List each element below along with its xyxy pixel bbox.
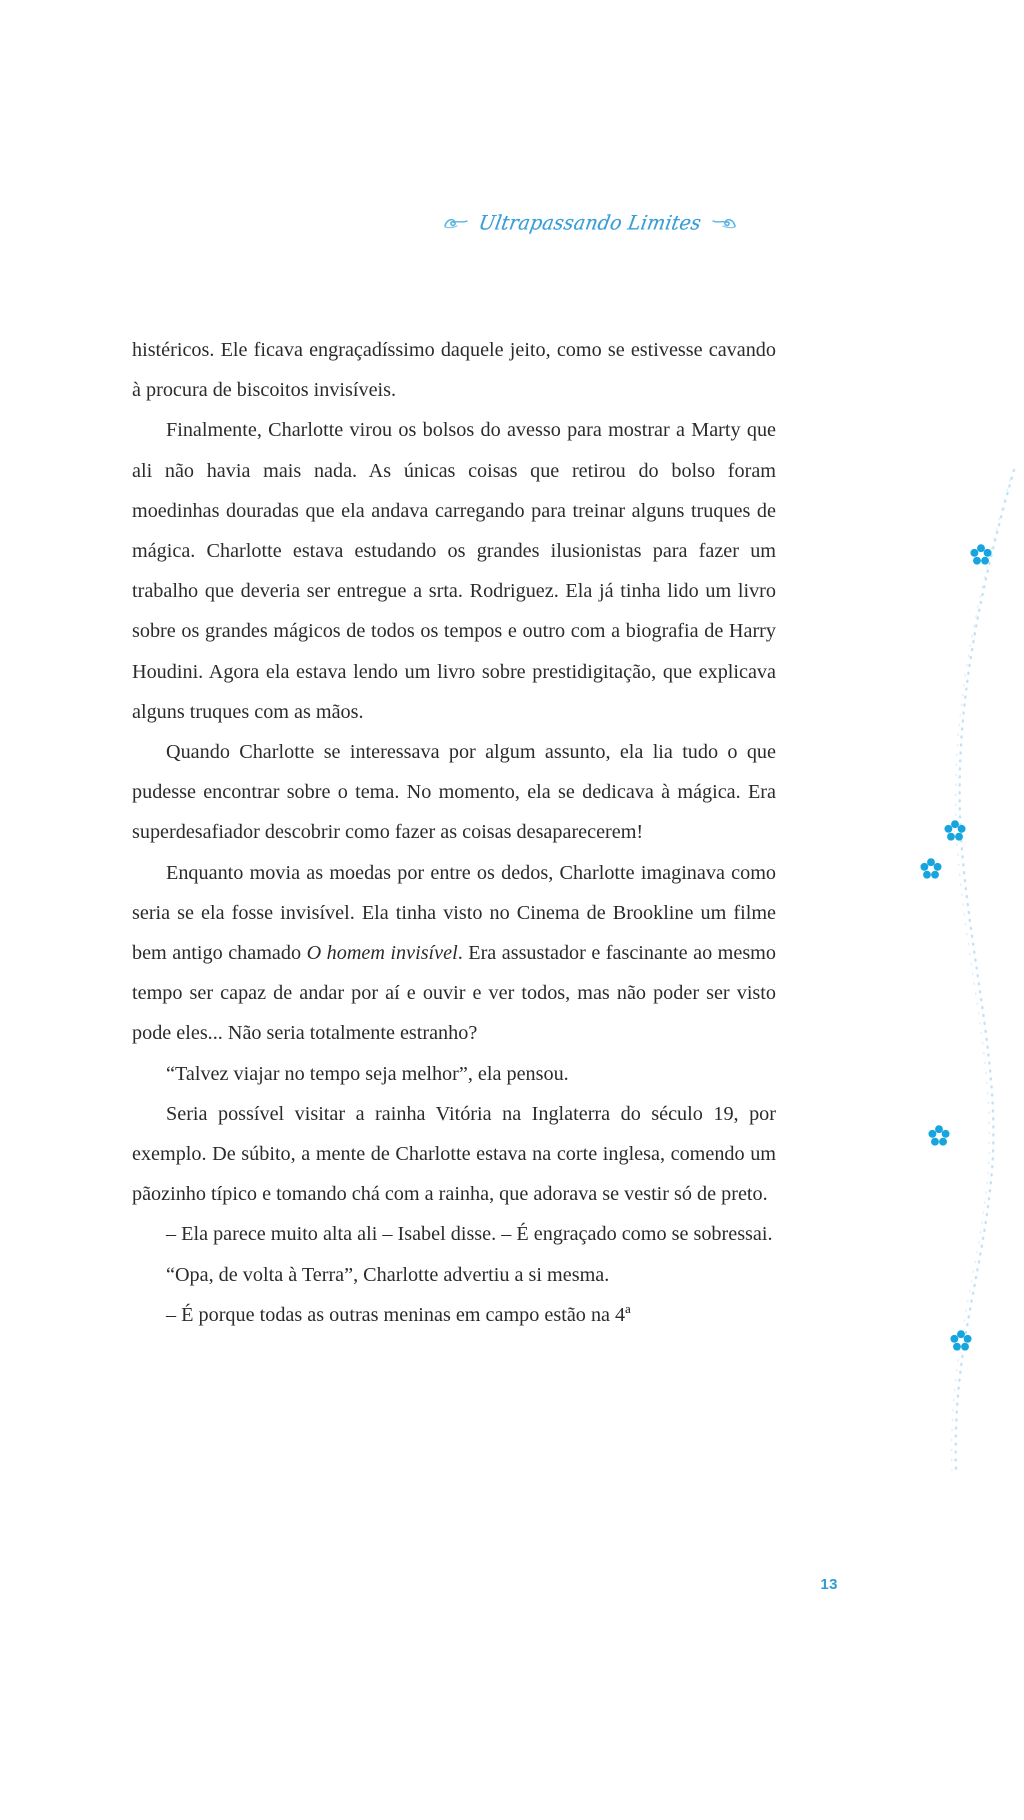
book-title-italic: O homem invisível	[306, 942, 458, 965]
flower-icon-4	[928, 1125, 950, 1147]
paragraph-3: Quando Charlotte se interessava por algum assunto, ela lia tudo o que pudesse encontrar sobre o tema. No momento, ela se dedicava à mágica. Era superdesafiador descobrir como fazer as coisas desaparecerem!	[132, 741, 776, 844]
dotted-vine-icon	[824, 470, 1024, 1470]
page-number: 13	[820, 1576, 838, 1593]
swirl-flourish-icon-right	[711, 215, 737, 231]
paragraph-6: Seria possível visitar a rainha Vitória na Inglaterra do século 19, por exemplo. De súbito, a mente de Charlotte estava na corte inglesa, comendo um pãozinho típico e tomando chá com a rainha, que adorava se vestir só de preto.	[132, 1102, 776, 1206]
margin-decoration	[824, 470, 1024, 1470]
paragraph-4-part-1: Enquanto movia as moedas por entre os dedos, Charlotte imaginava como seria se ela fosse invisível. Ela tinha visto no Cinema de Brookline um filme bem antigo chamado	[132, 861, 776, 965]
paragraph-5: “Talvez viajar no tempo seja melhor”, ela pensou.	[166, 1062, 569, 1085]
body-text-column	[132, 330, 776, 1335]
paragraph-8: “Opa, de volta à Terra”, Charlotte advertiu a si mesma.	[166, 1263, 610, 1286]
paragraph-2: Finalmente, Charlotte virou os bolsos do avesso para mostrar a Marty que ali não havia mais nada. As únicas coisas que retirou do bolso foram moedinhas douradas que ela andava carregando para treinar alguns truques de mágica. Charlotte estava estudando os grandes ilusionistas para fazer um trabalho que deveria ser entregue a srta. Rodriguez. Ela já tinha lido um livro sobre os grandes mágicos de todos os tempos e outro com a biografia de Harry Houdini. Agora ela estava lendo um livro sobre prestidigitação, que explicava alguns truques com as mãos.	[132, 419, 776, 723]
paragraph-4-part-2: . Era assustador e fascinante ao mesmo tempo ser capaz de andar por aí e ouvir e ver todos, mas não poder ser visto pode eles... Não seria totalmente estranho?	[132, 942, 776, 1045]
flower-icon-2	[944, 820, 966, 842]
running-head	[0, 212, 1024, 236]
paragraph-7: – Ela parece muito alta ali – Isabel disse. – É engraçado como se sobressai.	[166, 1223, 773, 1246]
flower-icon-1	[970, 544, 992, 566]
swirl-flourish-icon-left	[443, 215, 469, 231]
flower-icon-3	[920, 858, 942, 880]
paragraph-9: – É porque todas as outras meninas em campo estão na 4ª	[166, 1303, 631, 1326]
paragraph-4	[132, 853, 776, 1054]
running-head-title: Ultrapassando Limites	[476, 211, 704, 235]
paragraph-1: histéricos. Ele ficava engraçadíssimo daquele jeito, como se estivesse cavando à procura de biscoitos invisíveis.	[132, 339, 776, 402]
running-head-inner	[443, 212, 737, 234]
flower-icon-5	[950, 1330, 972, 1352]
